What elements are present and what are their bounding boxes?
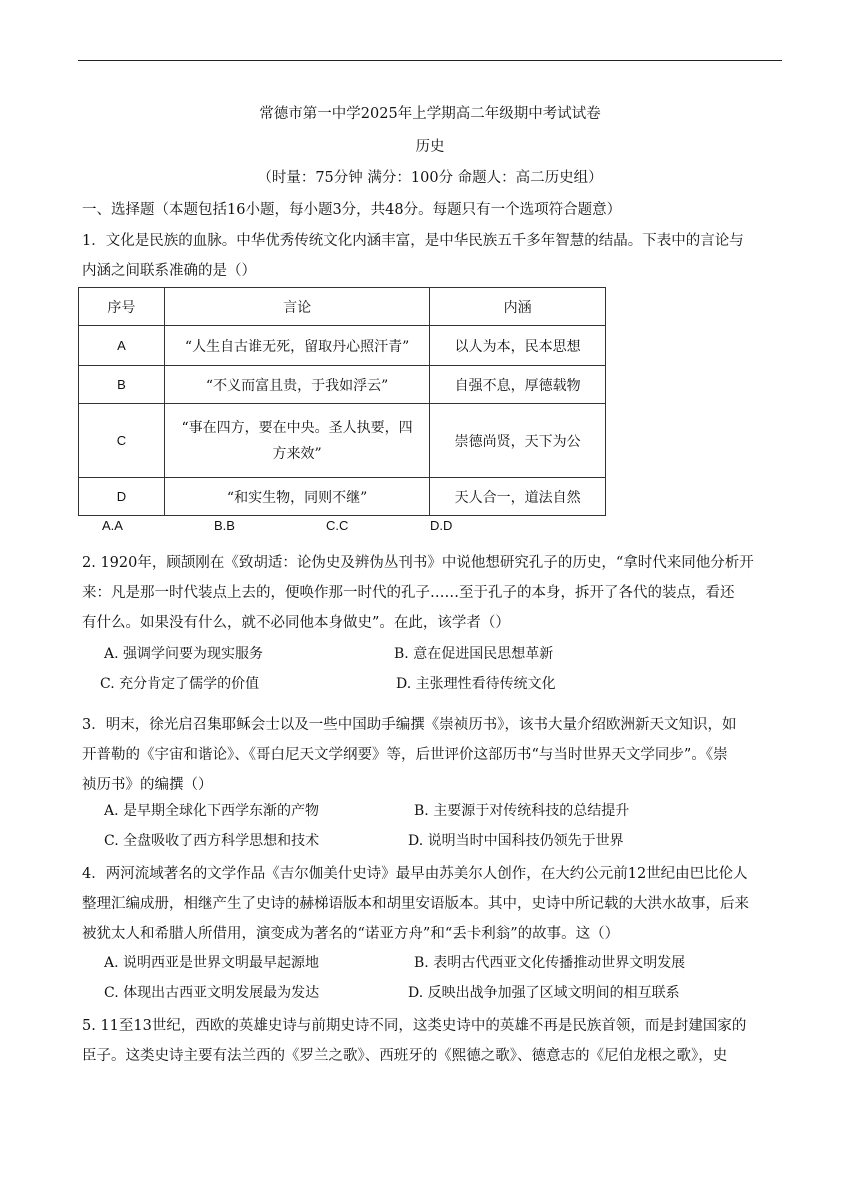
q3-option-a[interactable]: A. 是早期全球化下西学东渐的产物 xyxy=(104,803,320,819)
q1-option-b[interactable]: B.B xyxy=(214,518,235,533)
q2-option-a[interactable]: A. 强调学问要为现实服务 xyxy=(104,646,264,662)
row-id: B xyxy=(79,366,165,404)
row-id: D xyxy=(79,478,165,516)
q1-table xyxy=(78,287,606,516)
exam-meta: （时量：75分钟 满分：100分 命题人：高二历史组） xyxy=(257,170,603,186)
q2-line2: 来：凡是那一时代装点上去的，便唤作那一时代的孔子……至于孔子的本身，拆开了各代的装点，看还 xyxy=(82,585,735,601)
q2-option-d[interactable]: D. 主张理性看待传统文化 xyxy=(396,676,556,692)
q1-stem-line2: 内涵之间联系准确的是（） xyxy=(82,263,256,279)
row-quote xyxy=(164,404,429,478)
q2-line3: 有什么。如果没有什么，就不必同他本身做史”。在此，该学者（） xyxy=(82,615,510,631)
q4-line1: 4．两河流域著名的文学作品《吉尔伽美什史诗》最早由苏美尔人创作，在大约公元前12世纪由巴比伦人 xyxy=(82,866,748,882)
q1-stem-line1: 1．文化是民族的血脉。中华优秀传统文化内涵丰富，是中华民族五千多年智慧的结晶。下表中的言论与 xyxy=(82,233,744,249)
exam-subject: 历史 xyxy=(415,139,445,155)
row-quote: “人生自古谁无死，留取丹心照汗青” xyxy=(164,326,429,366)
q4-option-b[interactable]: B. 表明古代西亚文化传播推动世界文明发展 xyxy=(414,955,686,971)
q2-option-b[interactable]: B. 意在促进国民思想革新 xyxy=(394,646,554,662)
q3-line3: 祯历书》的编撰（） xyxy=(82,777,213,793)
row-meaning: 自强不息，厚德载物 xyxy=(430,366,606,404)
table-header-row xyxy=(79,288,606,326)
q1-option-a[interactable]: A.A xyxy=(102,518,123,533)
q3-option-b[interactable]: B. 主要源于对传统科技的总结提升 xyxy=(414,803,630,819)
q4-line2: 整理汇编成册，相继产生了史诗的赫梯语版本和胡里安语版本。其中，史诗中所记载的大洪水故事，后来 xyxy=(82,896,749,912)
q3-option-d[interactable]: D. 说明当时中国科技仍领先于世界 xyxy=(408,833,624,849)
table-row xyxy=(79,478,606,516)
row-meaning: 崇德尚贤，天下为公 xyxy=(430,404,606,478)
table-row xyxy=(79,366,606,404)
table-header-cell: 言论 xyxy=(164,288,429,326)
section-heading: 一、选择题（本题包括16小题，每小题3分，共48分。每题只有一个选项符合题意） xyxy=(82,202,622,218)
q1-option-d[interactable]: D.D xyxy=(430,518,453,533)
table-header-cell: 内涵 xyxy=(430,288,606,326)
row-quote: “和实生物，同则不继” xyxy=(164,478,429,516)
table-header-cell: 序号 xyxy=(79,288,165,326)
exam-title: 常德市第一中学2025年上学期高二年级期中考试试卷 xyxy=(259,106,601,122)
row-quote-line1: “事在四方，要在中央。圣人执要，四 xyxy=(181,419,413,436)
table-row xyxy=(79,404,606,478)
q5-line1: 5. 11至13世纪，西欧的英雄史诗与前期史诗不同，这类史诗中的英雄不再是民族首领，而是封建国家的 xyxy=(82,1018,747,1034)
q3-line1: 3．明末，徐光启召集耶稣会士以及一些中国助手编撰《崇祯历书》，该书大量介绍欧洲新天文知识，如 xyxy=(82,717,737,733)
q2-option-c[interactable]: C. 充分肯定了儒学的价值 xyxy=(100,676,260,692)
q4-option-a[interactable]: A. 说明西亚是世界文明最早起源地 xyxy=(104,955,320,971)
row-id: A xyxy=(79,326,165,366)
q5-line2: 臣子。这类史诗主要有法兰西的《罗兰之歌》、西班牙的《熙德之歌》、德意志的《尼伯龙根之歌》，史 xyxy=(82,1048,728,1064)
q4-option-d[interactable]: D. 反映出战争加强了区域文明间的相互联系 xyxy=(408,985,680,1001)
row-quote-line2: 方来效” xyxy=(272,445,322,462)
row-meaning: 以人为本，民本思想 xyxy=(430,326,606,366)
table-row xyxy=(79,326,606,366)
q2-line1: 2. 1920年，顾颉刚在《致胡适：论伪史及辨伪丛刊书》中说他想研究孔子的历史，“拿时代来同他分析开 xyxy=(82,555,754,571)
row-quote: “不义而富且贵，于我如浮云” xyxy=(164,366,429,404)
q3-line2: 开普勒的《宇宙和谐论》、《哥白尼天文学纲要》等，后世评价这部历书“与当时世界天文学同步”。《崇 xyxy=(82,747,728,763)
row-id: C xyxy=(79,404,165,478)
q1-option-c[interactable]: C.C xyxy=(326,518,349,533)
q4-line3: 被犹太人和希腊人所借用，演变成为著名的“诺亚方舟”和“丢卡利翁”的故事。这（） xyxy=(82,926,620,942)
q4-option-c[interactable]: C. 体现出古西亚文明发展最为发达 xyxy=(104,985,320,1001)
q3-option-c[interactable]: C. 全盘吸收了西方科学思想和技术 xyxy=(104,833,320,849)
top-rule xyxy=(78,60,782,61)
row-meaning: 天人合一，道法自然 xyxy=(430,478,606,516)
